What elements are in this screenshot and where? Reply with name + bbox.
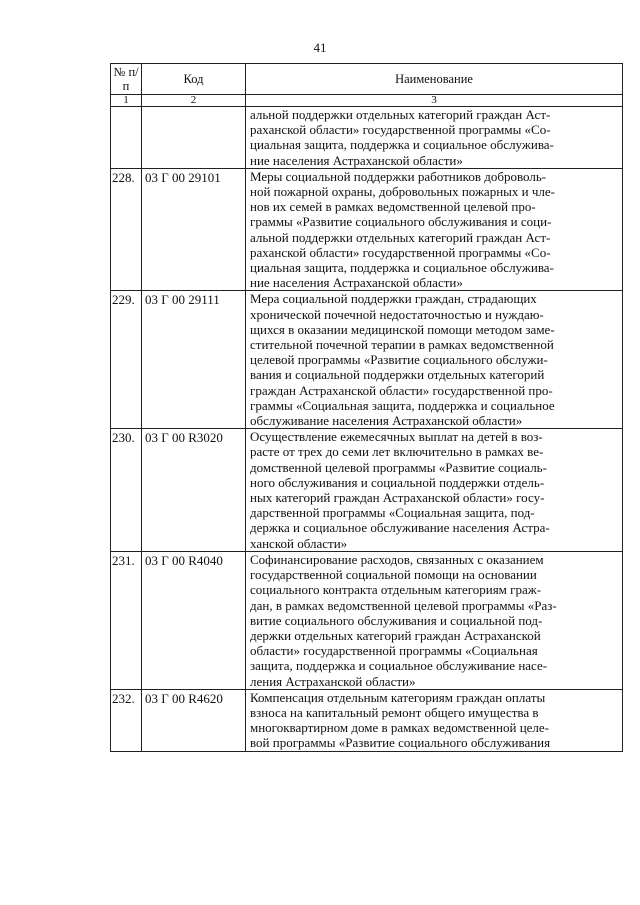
column-index-row — [111, 95, 623, 107]
row-number: 232. — [111, 689, 142, 751]
column-index: 2 — [142, 95, 246, 107]
name-line: ной пожарной охраны, добровольных пожарных и чле- — [250, 184, 555, 200]
name-line: государственной социальной помощи на основании — [250, 567, 537, 583]
name-line: Мера социальной поддержки граждан, страдающих — [250, 291, 537, 307]
row-number — [111, 107, 142, 169]
table-row — [111, 168, 623, 291]
name-line: защита, поддержка и социальное обслуживание насе- — [250, 658, 548, 674]
name-line: раханской области» государственной программы «Со- — [250, 244, 551, 260]
row-number: 229. — [111, 291, 142, 429]
name-line: домственной целевой программы «Развитие социаль- — [250, 459, 547, 475]
name-line: альной поддержки отдельных категорий граждан Аст- — [250, 107, 551, 122]
table-row — [111, 429, 623, 552]
name-line: социального контракта отдельным категориям граж- — [250, 582, 542, 598]
header-num: № п/п — [111, 64, 142, 95]
name-line: щихся в оказании медицинской помощи методом заме- — [250, 321, 555, 337]
name-line: Осуществление ежемесячных выплат на детей в воз- — [250, 429, 543, 445]
row-name — [246, 168, 623, 291]
name-line: граммы «Социальная защита, поддержка и социальное — [250, 397, 555, 413]
name-line: вания и социальной поддержки отдельных категорий — [250, 367, 545, 383]
row-name — [246, 689, 623, 751]
name-line: вой программы «Развитие социального обслуживания — [250, 735, 551, 751]
name-line: области» государственной программы «Социальная — [250, 643, 538, 659]
table-header-row — [111, 64, 623, 95]
row-code: 03 Г 00 29111 — [142, 291, 246, 429]
row-name — [246, 107, 623, 169]
name-line: граммы «Развитие социального обслуживания и соци- — [250, 214, 552, 230]
name-line: дарственной программы «Социальная защита, под- — [250, 505, 535, 521]
row-code — [142, 107, 246, 169]
row-number: 230. — [111, 429, 142, 552]
name-line: целевой программы «Развитие социального обслужи- — [250, 352, 548, 368]
header-code: Код — [142, 64, 246, 95]
name-line: граждан Астраханской области» государственной про- — [250, 382, 553, 398]
name-line: ления Астраханской области» — [250, 673, 416, 689]
name-line: раханской области» государственной программы «Со- — [250, 122, 551, 138]
table-row — [111, 291, 623, 429]
continuation-row — [111, 107, 623, 169]
name-line: нов их семей в рамках ведомственной целевой про- — [250, 199, 536, 215]
row-code: 03 Г 00 R4040 — [142, 551, 246, 689]
table-row — [111, 689, 623, 751]
name-line: Меры социальной поддержки работников доброволь- — [250, 168, 547, 184]
name-line: ние населения Астраханской области» — [250, 152, 463, 168]
row-number: 228. — [111, 168, 142, 291]
name-line: ние населения Астраханской области» — [250, 275, 463, 291]
name-line: альной поддержки отдельных категорий граждан Аст- — [250, 229, 551, 245]
page-number: 41 — [313, 40, 327, 55]
name-line: обслуживание населения Астраханской области» — [250, 413, 523, 429]
name-line: расте от трех до семи лет включительно в рамках ве- — [250, 444, 544, 460]
table-row — [111, 551, 623, 689]
name-line: держка и социальное обслуживание населения Астра- — [250, 520, 550, 536]
name-line: многоквартирном доме в рамках ведомственной целе- — [250, 720, 550, 736]
column-index: 3 — [246, 95, 623, 107]
name-line: ханской области» — [250, 535, 348, 551]
row-code: 03 Г 00 29101 — [142, 168, 246, 291]
name-line: витие социального обслуживания и социальной под- — [250, 612, 543, 628]
name-line: стительной почечной терапии в рамках ведомственной — [250, 337, 554, 353]
name-line: дан, в рамках ведомственной целевой программы «Раз- — [250, 597, 557, 613]
codes-table — [110, 63, 623, 752]
name-line: держки отдельных категорий граждан Астраханской — [250, 627, 541, 643]
name-line: циальная защита, поддержка и социальное обслужива- — [250, 137, 554, 153]
name-line: Компенсация отдельным категориям граждан оплаты — [250, 689, 546, 705]
row-name — [246, 551, 623, 689]
row-name — [246, 429, 623, 552]
row-code: 03 Г 00 R3020 — [142, 429, 246, 552]
name-line: хронической почечной недостаточностью и нуждаю- — [250, 306, 544, 322]
name-line: ного обслуживания и социальной поддержки отдель- — [250, 474, 545, 490]
row-name — [246, 291, 623, 429]
name-line: Софинансирование расходов, связанных с оказанием — [250, 551, 544, 567]
name-line: ных категорий граждан Астраханской области» госу- — [250, 490, 545, 506]
name-line: циальная защита, поддержка и социальное обслужива- — [250, 260, 554, 276]
name-line: взноса на капитальный ремонт общего имущества в — [250, 704, 539, 720]
row-code: 03 Г 00 R4620 — [142, 689, 246, 751]
row-number: 231. — [111, 551, 142, 689]
column-index: 1 — [111, 95, 142, 107]
header-name: Наименование — [246, 64, 623, 95]
